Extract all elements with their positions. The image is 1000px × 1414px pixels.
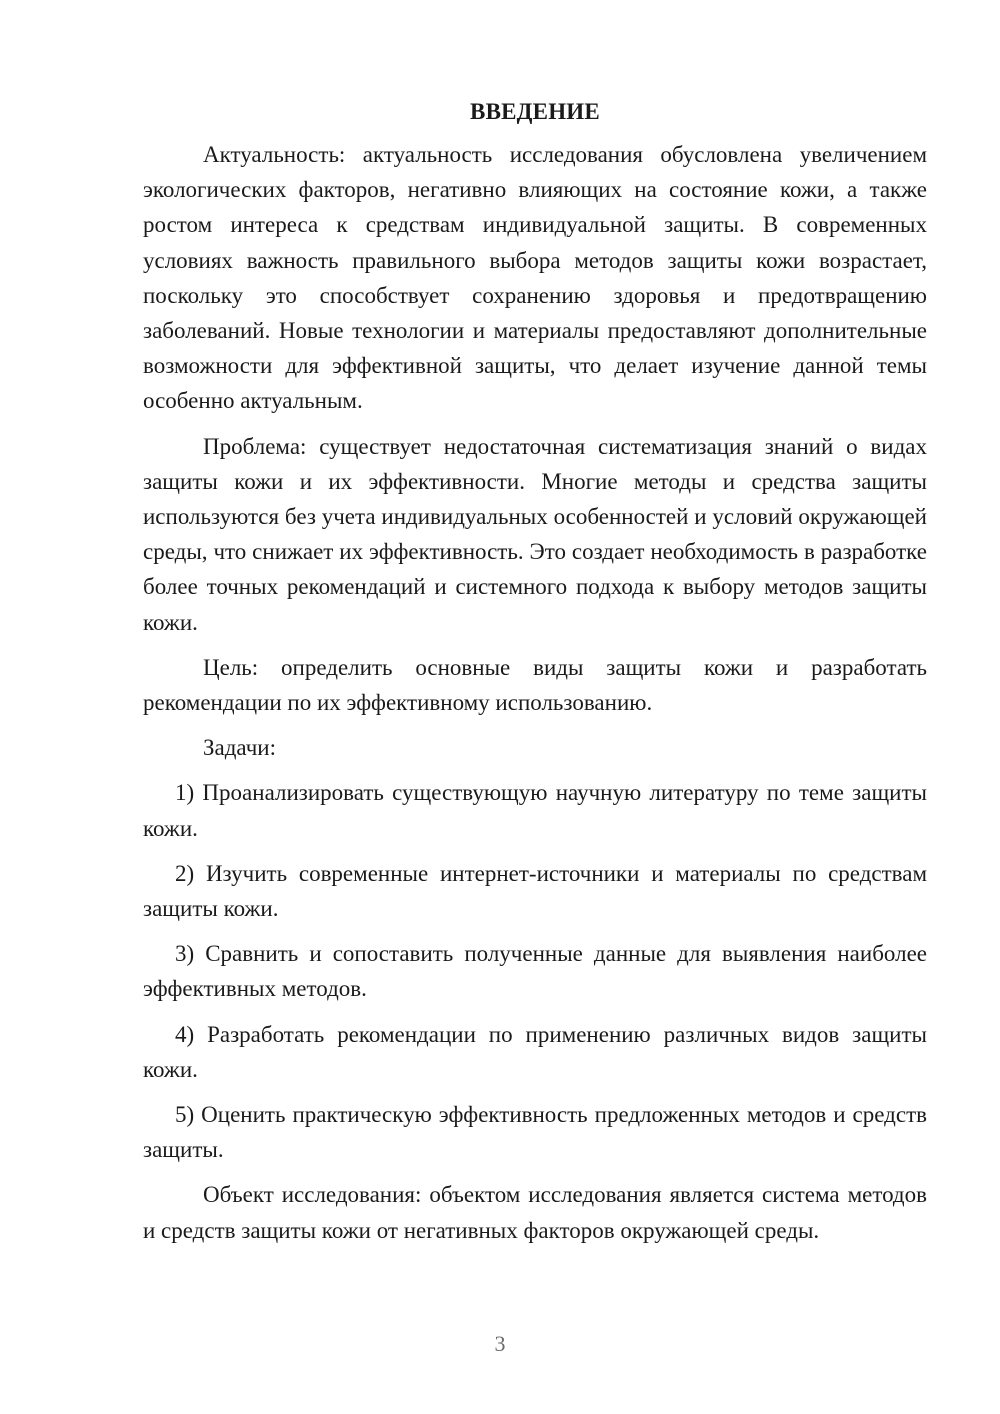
document-page bbox=[143, 95, 927, 1258]
problem-paragraph: Проблема: существует недостаточная систематизация знаний о видах защиты кожи и их эффективности. Многие методы и средства защиты используются без учета индивидуальных особенностей и условий окружающей среды, что снижает их эффективность. Это создает необходимость в разработке более точных рекомендаций и системного подхода к выбору методов защиты кожи. bbox=[143, 433, 927, 635]
task-item-5: 5) Оценить практическую эффективность предложенных методов и средств защиты. bbox=[143, 1102, 927, 1163]
goal-paragraph: Цель: определить основные виды защиты кожи и разработать рекомендации по их эффективному использованию. bbox=[143, 654, 927, 716]
tasks-label: Задачи: bbox=[203, 735, 276, 761]
section-title: ВВЕДЕНИЕ bbox=[470, 99, 600, 124]
relevance-paragraph: Актуальность: актуальность исследования обусловлена увеличением экологических факторов, негативно влияющих на состояние кожи, а также ростом интереса к средствам индивидуальной защиты. В современных условиях важность правильного выбора методов защиты кожи возрастает, поскольку это способствует сохранению здоровья и предотвращению заболеваний. Новые технологии и материалы предоставляют дополнительные возможности для эффективной защиты, что делает изучение данной темы особенно актуальным. bbox=[143, 142, 927, 414]
object-paragraph: Объект исследования: объектом исследования является система методов и средств защиты кожи от негативных факторов окружающей среды. bbox=[143, 1182, 927, 1243]
task-item-3: 3) Сравнить и сопоставить полученные данные для выявления наиболее эффективных методов. bbox=[143, 941, 927, 1002]
task-item-4: 4) Разработать рекомендации по применению различных видов защиты кожи. bbox=[143, 1021, 927, 1082]
task-item-2: 2) Изучить современные интернет-источники и материалы по средствам защиты кожи. bbox=[143, 860, 927, 922]
task-item-1: 1) Проанализировать существующую научную литературу по теме защиты кожи. bbox=[143, 780, 927, 841]
page-number: 3 bbox=[494, 1331, 506, 1356]
